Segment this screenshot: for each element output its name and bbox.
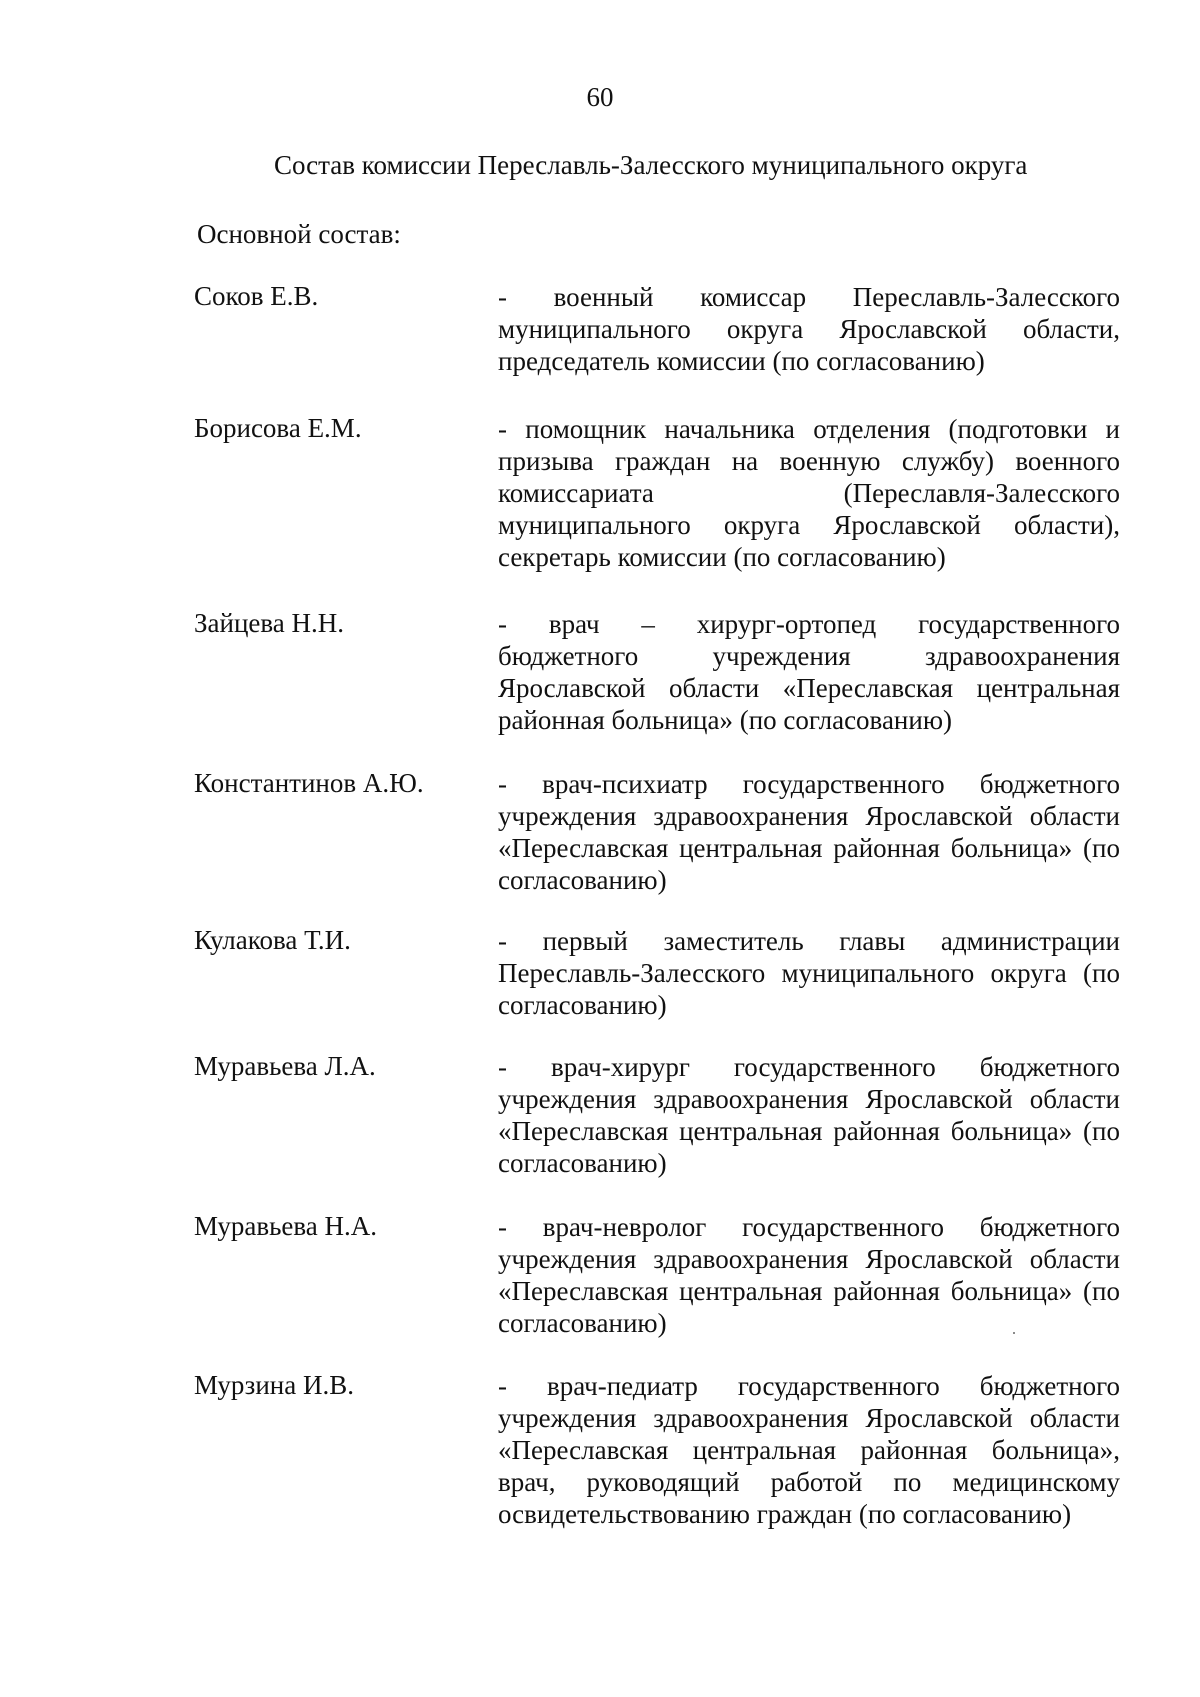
- member-name: Борисова Е.М.: [194, 413, 362, 443]
- member-role: - врач – хирург-ортопед государственного бюджетного учреждения здравоохранения Ярославской области «Переславская центральная районная больница» (по согласованию): [498, 609, 1120, 735]
- member-name: Константинов А.Ю.: [194, 768, 424, 798]
- member-name: Муравьева Л.А.: [194, 1051, 376, 1081]
- document-title: Состав комиссии Переславль-Залесского муниципального округа: [274, 150, 1028, 180]
- member-name: Кулакова Т.И.: [194, 925, 351, 955]
- scan-speck: [1013, 1332, 1015, 1334]
- member-role: - военный комиссар Переславль-Залесского муниципального округа Ярославской области, председатель комиссии (по согласованию): [498, 282, 1120, 376]
- member-role: - врач-психиатр государственного бюджетного учреждения здравоохранения Ярославской области «Переславская центральная районная больница» (по согласованию): [498, 769, 1120, 895]
- page-number: 60: [586, 82, 614, 112]
- member-role: - помощник начальника отделения (подготовки и призыва граждан на военную службу) военного комиссариата (Переславля-Залесского муниципального округа Ярославской области), секретарь комиссии (по согласованию): [498, 414, 1120, 572]
- section-label: Основной состав:: [197, 219, 401, 249]
- member-role: - врач-педиатр государственного бюджетного учреждения здравоохранения Ярославской области «Переславская центральная районная больница», врач, руководящий работой по медицинскому освидетельствованию граждан (по согласованию): [498, 1371, 1120, 1529]
- member-name: Мурзина И.В.: [194, 1370, 354, 1400]
- member-name: Соков Е.В.: [194, 281, 319, 311]
- member-name: Муравьева Н.А.: [194, 1211, 377, 1241]
- member-role: - врач-невролог государственного бюджетного учреждения здравоохранения Ярославской области «Переславская центральная районная больница» (по согласованию): [498, 1212, 1120, 1338]
- member-name: Зайцева Н.Н.: [194, 608, 345, 638]
- member-role: - первый заместитель главы администрации Переславль-Залесского муниципального округа (по согласованию): [498, 926, 1120, 1020]
- member-role: - врач-хирург государственного бюджетного учреждения здравоохранения Ярославской области «Переславская центральная районная больница» (по согласованию): [498, 1052, 1120, 1178]
